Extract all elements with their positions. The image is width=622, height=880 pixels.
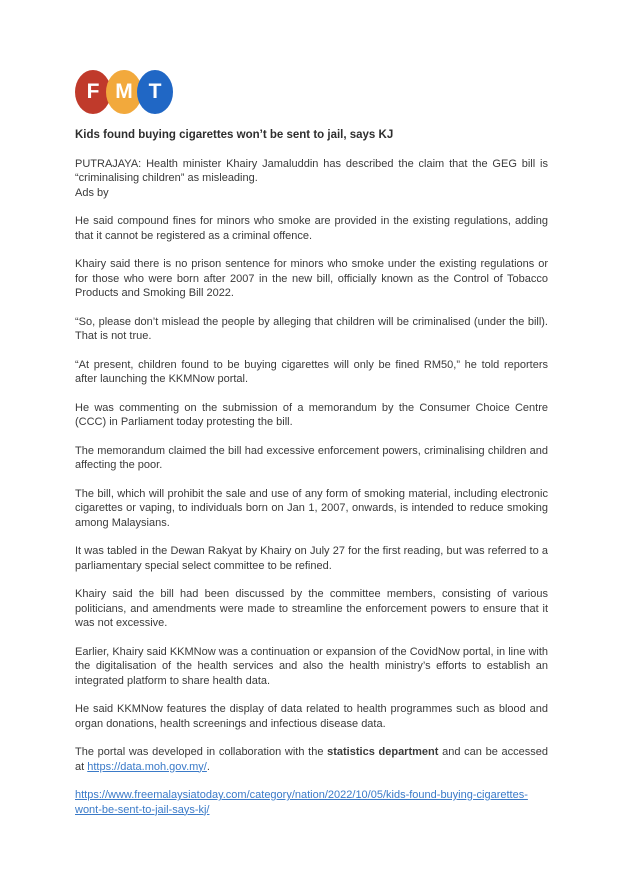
text-run: The bill, which will prohibit the sale and use of any form of smoking material, including electronic cigarettes or vaping, to individuals born on Jan 1, 2007, onwards, is intended to reduce smoking among Malaysians.: [75, 487, 548, 529]
paragraph: [75, 157, 548, 186]
text-run: It was tabled in the Dewan Rakyat by Khairy on July 27 for the first reading, but was referred to a parliamentary special select committee to be refined.: [75, 545, 548, 572]
text-run: “At present, children found to be buying cigarettes will only be fined RM50,” he told reporters after launching the KKMNow portal.: [75, 358, 548, 385]
text-run: He said compound fines for minors who smoke are provided in the existing regulations, adding that it cannot be registered as a criminal offence.: [75, 215, 548, 242]
paragraph: [75, 702, 548, 731]
text-run: PUTRAJAYA: Health minister Khairy Jamaluddin has described the claim that the GEG bill is “criminalising children” as misleading.: [75, 157, 548, 184]
paragraph: [75, 745, 548, 774]
text-run: Earlier, Khairy said KKMNow was a continuation or expansion of the CovidNow portal, in line with the digitalisation of the health services and also the health ministry’s efforts to establish an integrated platform to share health data.: [75, 645, 548, 687]
paragraph: [75, 587, 548, 631]
paragraph: [75, 788, 548, 817]
text-run: .: [206, 760, 210, 773]
logo-letter-t: T: [137, 70, 173, 114]
text-run: He was commenting on the submission of a memorandum by the Consumer Choice Centre (CCC) in Parliament today protesting the bill.: [75, 401, 548, 428]
text-run: The portal was developed in collaboration with the: [75, 746, 328, 758]
paragraph: [75, 444, 548, 473]
text-run: Khairy said the bill had been discussed by the committee members, consisting of various politicians, and amendments were made to streamline the enforcement powers to ensure that it was not excessive.: [75, 588, 548, 629]
article-body: [75, 157, 548, 818]
fmt-logo: [75, 70, 548, 114]
paragraph: [75, 544, 548, 573]
logo-letter-m: M: [106, 70, 142, 114]
paragraph: [75, 315, 548, 344]
article-headline: Kids found buying cigarettes won’t be sent to jail, says KJ: [75, 129, 394, 141]
hyperlink[interactable]: https://data.moh.gov.my/: [87, 760, 207, 773]
logo-letter-f: F: [75, 70, 111, 114]
text-run: and can be accessed at: [75, 746, 548, 773]
paragraph: [75, 487, 548, 531]
text-run: He said KKMNow features the display of data related to health programmes such as blood and organ donations, health screenings and infectious disease data.: [75, 703, 548, 730]
text-run: Khairy said there is no prison sentence for minors who smoke under the existing regulations or for those who were born after 2007 in the new bill, officially known as the Control of Tobacco Products and Smoking Bill 2022.: [75, 258, 548, 299]
text-run: “So, please don’t mislead the people by alleging that children will be criminalised (under the bill). That is not true.: [75, 315, 548, 342]
text-run: Ads by: [75, 186, 109, 199]
paragraph: [75, 186, 548, 201]
paragraph: [75, 645, 548, 689]
hyperlink[interactable]: https://www.freemalaysiatoday.com/category/nation/2022/10/05/kids-found-buying-cigarettes-wont-be-sent-to-jail-says-kj/: [75, 789, 528, 816]
paragraph: [75, 257, 548, 301]
bold-text: statistics department: [327, 746, 439, 758]
paragraph: [75, 214, 548, 243]
paragraph: [75, 401, 548, 430]
paragraph: [75, 358, 548, 387]
text-run: The memorandum claimed the bill had excessive enforcement powers, criminalising children and affecting the poor.: [75, 444, 548, 471]
